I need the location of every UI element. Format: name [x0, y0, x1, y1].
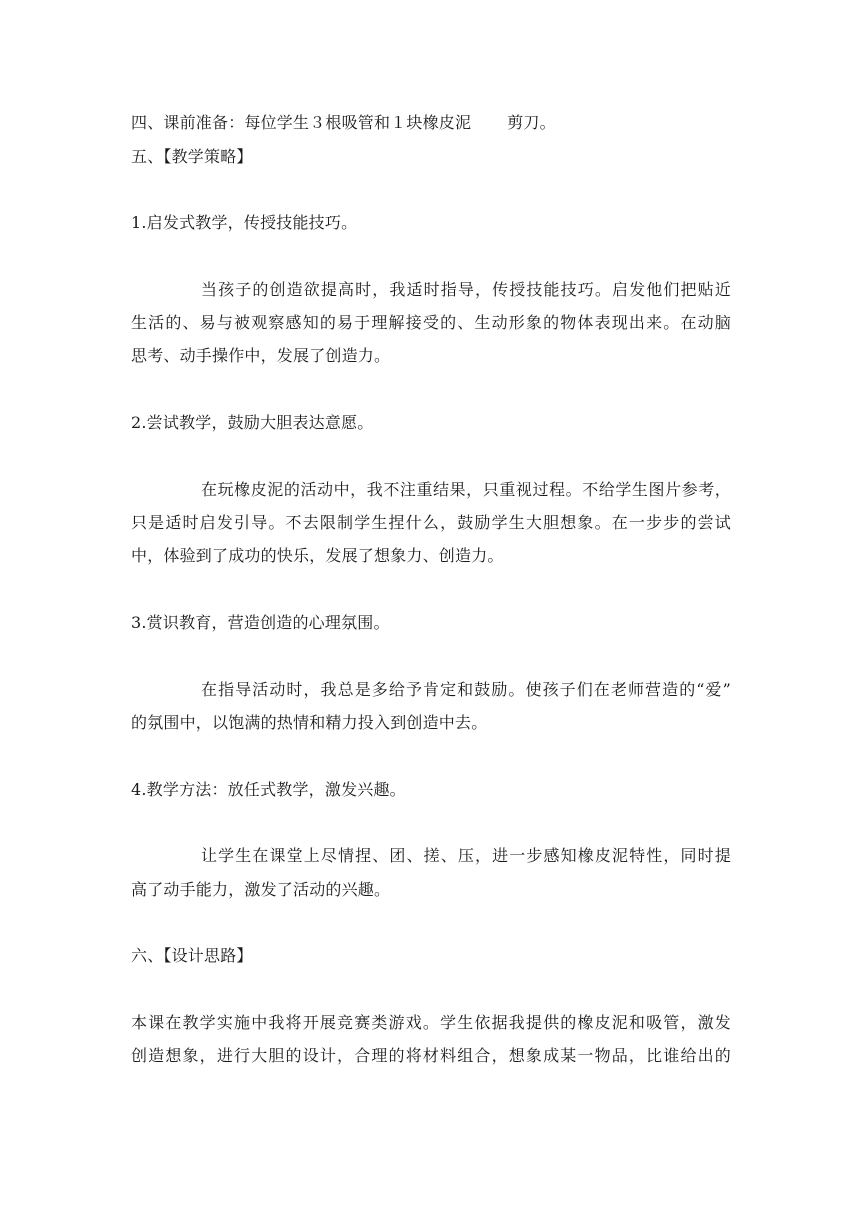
strategy-3-title: 3.赏识教育，营造创造的心理氛围。 — [131, 613, 390, 632]
strategy-4-line-1: 让学生在课堂上尽情捏、团、搓、压，进一步感知橡皮泥特性，同时提 — [201, 846, 731, 865]
strategy-2-title: 2.尝试教学，鼓励大胆表达意愿。 — [131, 413, 374, 432]
strategy-3-line-2: 的氛围中，以饱满的热情和精力投入到创造中去。 — [131, 713, 488, 732]
strategy-heading: 五、【教学策略】 — [131, 147, 253, 166]
design-line-1: 本课在教学实施中我将开展竞赛类游戏。学生依据我提供的橡皮泥和吸管，激发 — [131, 1013, 731, 1032]
strategy-1-line-3: 思考、动手操作中，发展了创造力。 — [131, 346, 391, 365]
strategy-2-line-3: 中，体验到了成功的快乐，发展了想象力、创造力。 — [131, 546, 504, 565]
preparation-line — [131, 112, 731, 134]
design-heading: 六、【设计思路】 — [131, 946, 253, 965]
strategy-4-line-2: 高了动手能力，激发了活动的兴趣。 — [131, 880, 391, 899]
strategy-4-title: 4.教学方法：放任式教学，激发兴趣。 — [131, 780, 406, 799]
strategy-3-line-1: 在指导活动时，我总是多给予肯定和鼓励。使孩子们在老师营造的“爱” — [201, 680, 731, 699]
preparation-tail: 剪刀。 — [507, 113, 556, 132]
strategy-1-line-1: 当孩子的创造欲提高时，我适时指导，传授技能技巧。启发他们把贴近 — [201, 280, 731, 299]
strategy-1-title: 1.启发式教学，传授技能技巧。 — [131, 213, 358, 232]
strategy-1-line-2: 生活的、易与被观察感知的易于理解接受的、生动形象的物体表现出来。在动脑 — [131, 313, 731, 332]
design-line-2: 创造想象，进行大胆的设计，合理的将材料组合，想象成某一物品，比谁给出的 — [131, 1046, 731, 1065]
preparation-text: 四、课前准备：每位学生３根吸管和１块橡皮泥 — [131, 113, 472, 132]
strategy-2-line-1: 在玩橡皮泥的活动中，我不注重结果，只重视过程。不给学生图片参考， — [201, 480, 731, 499]
strategy-2-line-2: 只是适时启发引导。不去限制学生捏什么，鼓励学生大胆想象。在一步步的尝试 — [131, 513, 731, 532]
